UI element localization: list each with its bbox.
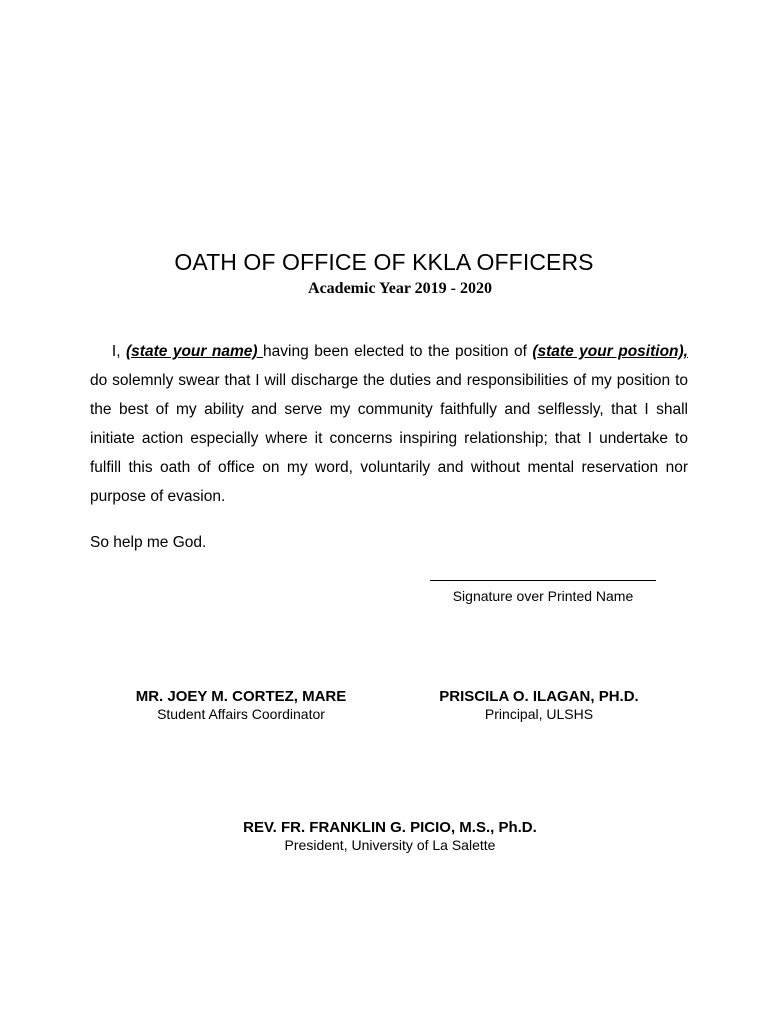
- oath-segment-1: having been elected to the position of: [263, 343, 533, 360]
- signatory-role: Principal, ULSHS: [484, 706, 594, 722]
- oath-segment-2: do solemnly swear that I will discharge the duties and responsibilities of my position to the best of my ability and serve my community faithfully and selflessly, that I shall initiate action especially where it concerns inspiring relationship; that I undertake to fulfill this oath of office on my word, voluntarily and without mental reservation nor purpose of evasion.: [90, 372, 688, 505]
- signatory-name: REV. FR. FRANKLIN G. PICIO, M.S., Ph.D.: [243, 819, 537, 836]
- document-subtitle: Academic Year 2019 - 2020: [308, 280, 492, 297]
- position-placeholder: (state your position),: [532, 343, 688, 360]
- signatory-principal: [410, 688, 668, 724]
- closing-line: So help me God.: [90, 534, 207, 551]
- signatory-role: President, University of La Salette: [284, 837, 496, 853]
- signature-line: [430, 580, 656, 581]
- signatory-name: MR. JOEY M. CORTEZ, MARE: [135, 688, 347, 705]
- oath-opening: I,: [111, 343, 127, 360]
- signatory-president: [190, 819, 590, 855]
- oath-paragraph: [90, 337, 688, 511]
- signatory-name: PRISCILA O. ILAGAN, PH.D.: [439, 688, 639, 705]
- signatory-student-affairs: [110, 688, 372, 724]
- signature-caption: Signature over Printed Name: [452, 588, 634, 604]
- name-placeholder: (state your name): [126, 343, 264, 360]
- signatory-role: Student Affairs Coordinator: [157, 706, 325, 722]
- document-title: OATH OF OFFICE OF KKLA OFFICERS: [174, 249, 594, 275]
